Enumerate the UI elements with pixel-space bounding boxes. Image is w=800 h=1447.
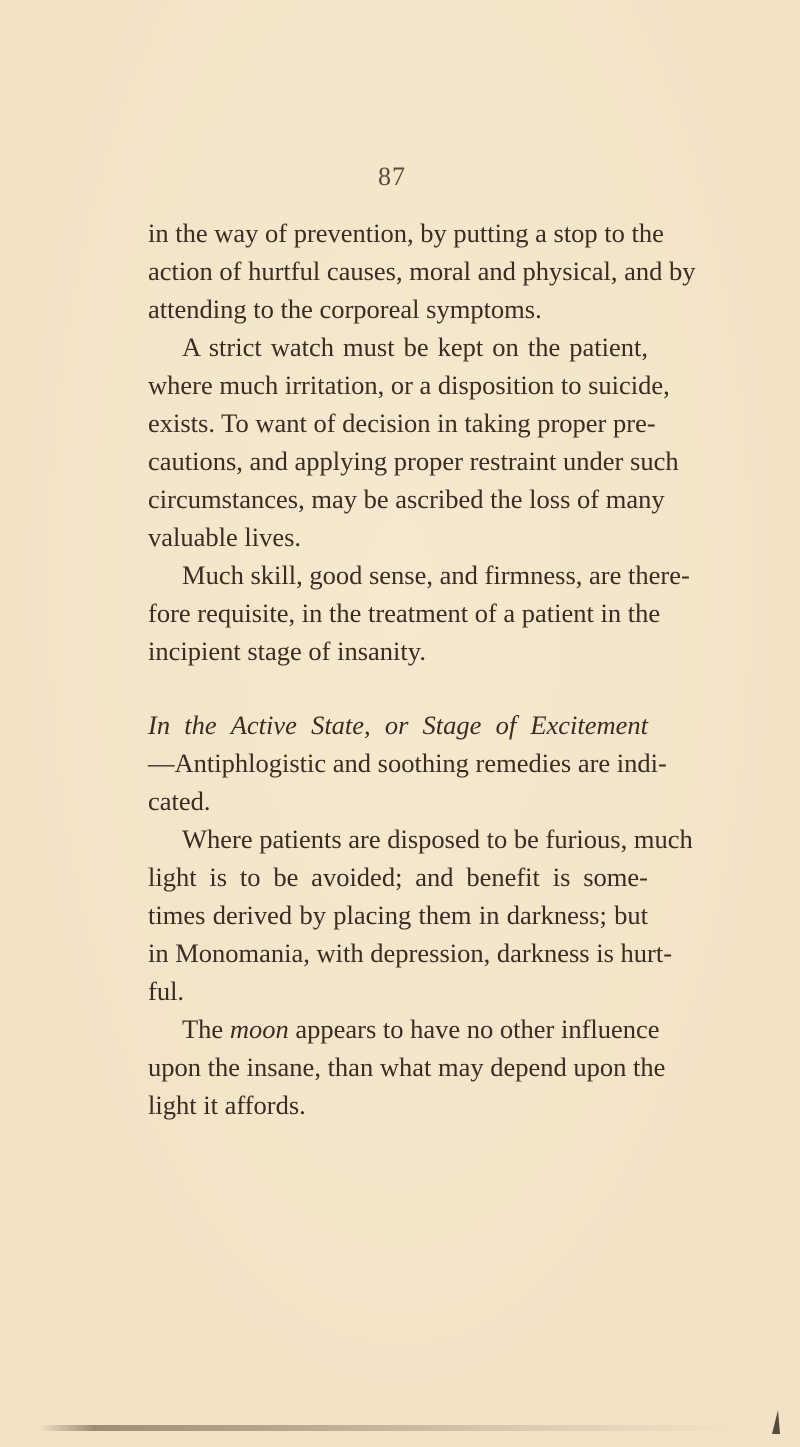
text-line: in Monomania, with depression, darkness is hurt- [148,938,673,968]
heading-excitement: Excitement [530,710,649,740]
heading-active-state: Active State, [230,710,371,740]
heading-or: or [384,710,409,740]
word-the: The [182,1014,224,1044]
text-line: fore requisite, in the treatment of a patient in the [148,598,661,628]
section-active-state [148,706,667,820]
text-line: light is to be avoided; and benefit is some- [148,862,648,892]
text-line: A strict watch must be kept on the patient, [182,332,648,362]
heading-of: of [495,710,517,740]
text-line: times derived by placing them in darkness; but [148,900,648,930]
text-line: cated. [148,786,211,816]
page-number: 87 [378,162,406,191]
section-gap [148,670,648,706]
text-line: valuable lives. [148,522,302,552]
text-line: upon the insane, than what may depend upon the [148,1052,666,1082]
text-line: action of hurtful causes, moral and physical, and by [148,256,696,286]
paragraph-furious [148,820,693,1010]
text-line: ful. [148,976,185,1006]
text-line: attending to the corporeal symptoms. [148,294,542,324]
page-text [148,214,696,1124]
heading-stage: Stage [422,710,482,740]
text-line: Where patients are disposed to be furious, much [182,824,693,854]
paragraph-strict-watch [148,328,679,556]
text-line: light it affords. [148,1090,306,1120]
corner-ink-mark-icon [768,1408,782,1436]
text-line: circumstances, may be ascribed the loss of many [148,484,665,514]
page-edge-shadow [38,1425,738,1431]
text-line: —Antiphlogistic and soothing remedies are indi- [148,748,667,778]
paragraph-prevention [148,214,696,328]
word-moon: moon [229,1014,289,1044]
heading-in-the: In the [148,710,217,740]
section-heading [148,706,648,744]
paragraph-moon [148,1010,666,1124]
text-line: where much irritation, or a disposition to suicide, [148,370,670,400]
corner-ink-mark-svg [768,1408,782,1436]
text-line: Much skill, good sense, and firmness, are there- [182,560,690,590]
paragraph-skill [148,556,690,670]
text-line: exists. To want of decision in taking proper pre- [148,408,656,438]
moon-line-rest: appears to have no other influence [295,1014,660,1044]
text-line: cautions, and applying proper restraint under such [148,446,679,476]
text-line [148,1010,660,1048]
text-line: incipient stage of insanity. [148,636,426,666]
text-line: in the way of prevention, by putting a stop to the [148,218,664,248]
